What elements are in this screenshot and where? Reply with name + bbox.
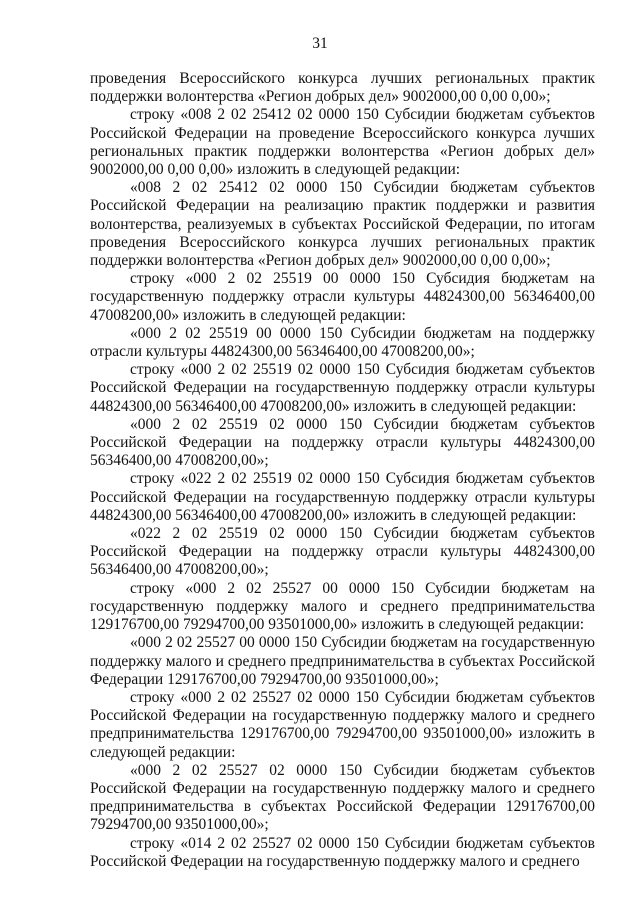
paragraph: «022 2 02 25519 02 0000 150 Субсидии бюджетам субъектов Российской Федерации на поддержку отрасли культуры 44824300,00 56346400,00 47008200,00»; — [90, 525, 595, 579]
paragraph: строку «000 2 02 25519 02 0000 150 Субсидия бюджетам субъектов Российской Федерации на государственную поддержку отрасли культуры 44824300,00 56346400,00 47008200,00» изложить в следующей редакции: — [90, 361, 595, 415]
paragraph: строку «000 2 02 25527 02 0000 150 Субсидии бюджетам субъектов Российской Федерации на государственную поддержку малого и среднего предпринимательства 129176700,00 79294700,00 93501000,00» изложить в следующей редакции: — [90, 688, 595, 761]
paragraph: строку «000 2 02 25527 00 0000 150 Субсидии бюджетам на государственную поддержку малого и среднего предпринимательства 129176700,00 79294700,00 93501000,00» изложить в следующей редакции: — [90, 579, 595, 634]
paragraph: «000 2 02 25519 00 0000 150 Субсидии бюджетам на поддержку отрасли культуры 44824300,00 56346400,00 47008200,00»; — [90, 324, 595, 361]
paragraph: «008 2 02 25412 02 0000 150 Субсидии бюджетам субъектов Российской Федерации на реализацию практик поддержки и развития волонтерства, реализуемых в субъектах Российской Федерации, по итогам проведения Всероссийского конкурса лучших региональных практик поддержки волонтерства «Регион добрых дел» 9002000,00 0,00 0,00»; — [90, 179, 595, 270]
paragraph: строку «000 2 02 25519 00 0000 150 Субсидия бюджетам на государственную поддержку отрасли культуры 44824300,00 56346400,00 47008200,00» изложить в следующей редакции: — [90, 270, 595, 324]
paragraph: «000 2 02 25527 02 0000 150 Субсидии бюджетам субъектов Российской Федерации на государственную поддержку малого и среднего предпринимательства в субъектах Российской Федерации 129176700,00 79294700,00 93501000,00»; — [90, 761, 595, 834]
paragraph: проведения Всероссийского конкурса лучших региональных практик поддержки волонтерства «Регион добрых дел» 9002000,00 0,00 0,00»; — [90, 70, 595, 106]
paragraph: строку «008 2 02 25412 02 0000 150 Субсидии бюджетам субъектов Российской Федерации на проведение Всероссийского конкурса лучших региональных практик поддержки волонтерства «Регион добрых дел» 9002000,00 0,00 0,00» изложить в следующей редакции: — [90, 106, 595, 179]
paragraph: строку «022 2 02 25519 02 0000 150 Субсидия бюджетам субъектов Российской Федерации на государственную поддержку отрасли культуры 44824300,00 56346400,00 47008200,00» изложить в следующей редакции: — [90, 470, 595, 524]
paragraph: «000 2 02 25519 02 0000 150 Субсидии бюджетам субъектов Российской Федерации на поддержку отрасли культуры 44824300,00 56346400,00 47008200,00»; — [90, 415, 595, 470]
document-body — [90, 70, 595, 871]
page-number: 31 — [312, 35, 328, 52]
paragraph: «000 2 02 25527 00 0000 150 Субсидии бюджетам на государственную поддержку малого и среднего предпринимательства в субъектах Российской Федерации 129176700,00 79294700,00 93501000,00»; — [90, 634, 595, 688]
paragraph: строку «014 2 02 25527 02 0000 150 Субсидии бюджетам субъектов Российской Федерации на государственную поддержку малого и среднего — [90, 834, 595, 870]
